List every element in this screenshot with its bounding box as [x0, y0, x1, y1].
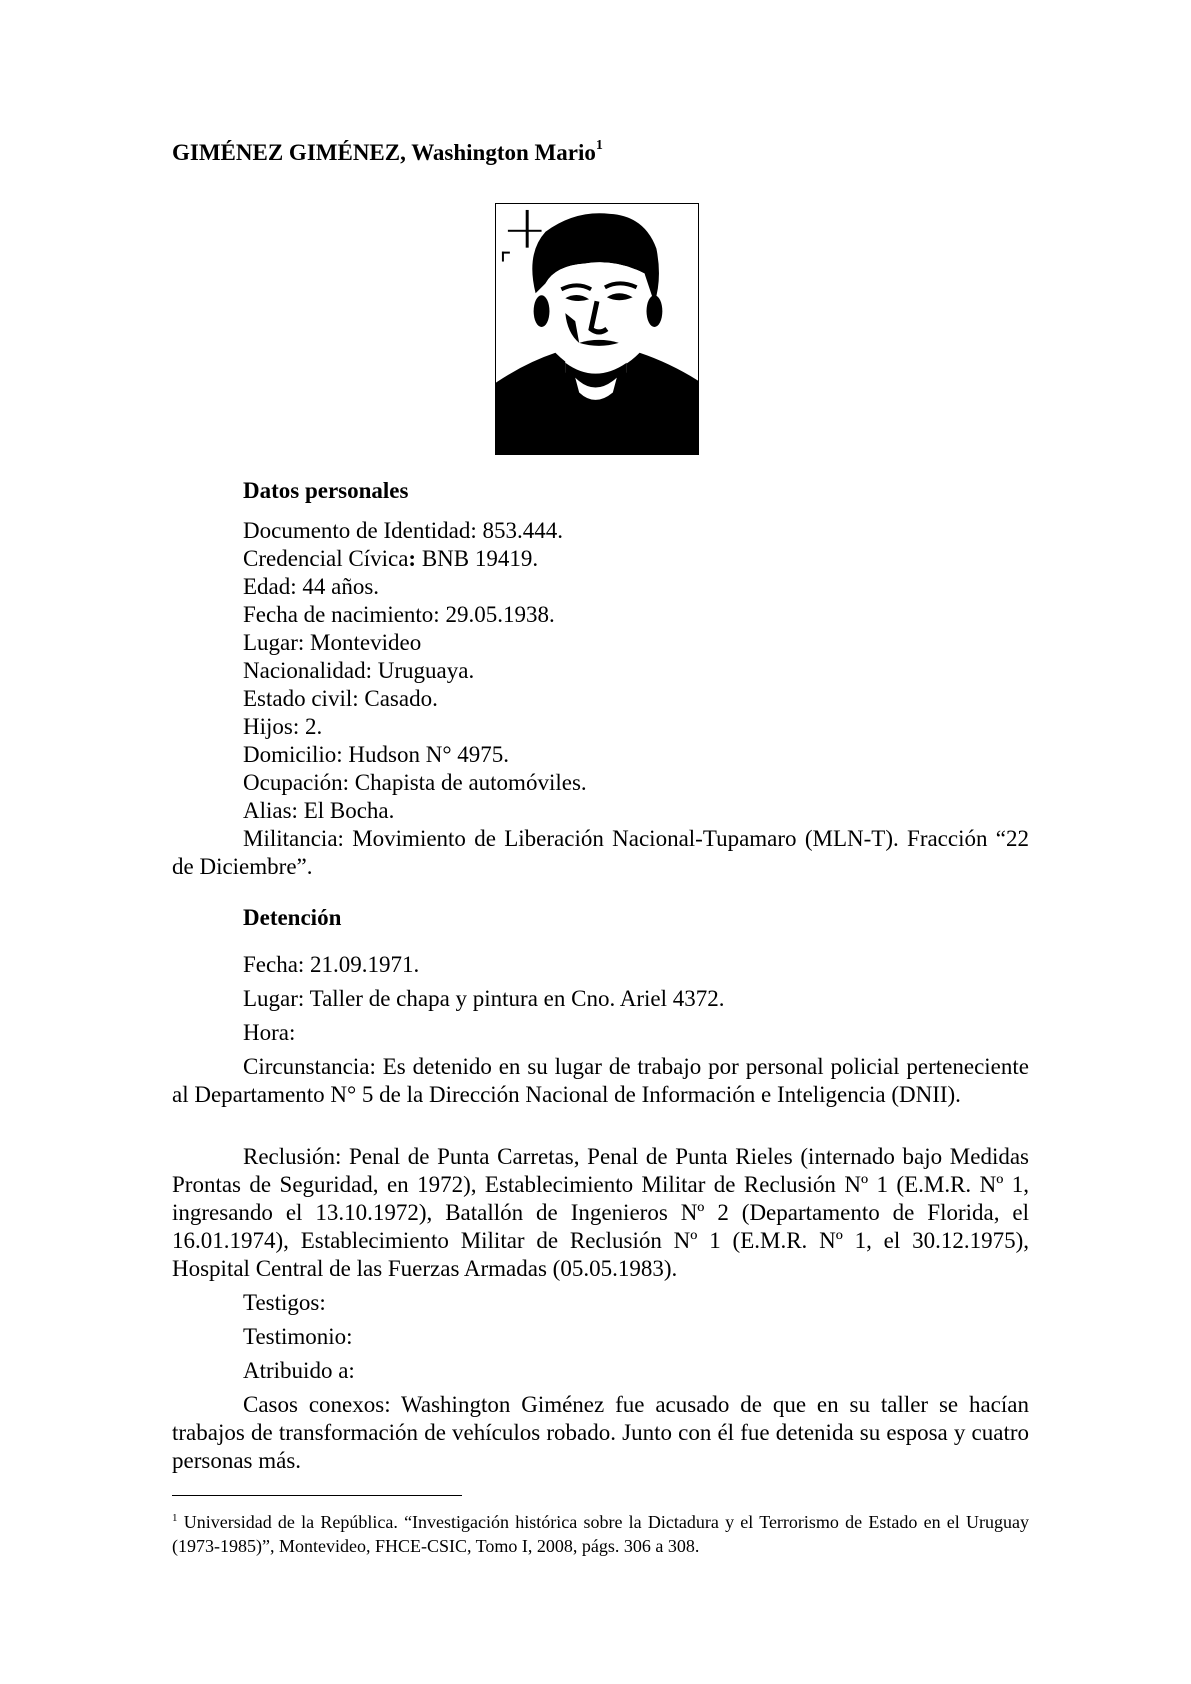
datos-estado-civil: Estado civil: Casado.	[243, 686, 438, 711]
datos-edad: Edad: 44 años.	[243, 574, 380, 599]
datos-documento: Documento de Identidad: 853.444.	[243, 518, 564, 543]
datos-ocupacion: Ocupación: Chapista de automóviles.	[243, 770, 587, 795]
detencion-testigos: Testigos:	[243, 1290, 326, 1315]
credencial-label: Credencial Cívica	[243, 546, 409, 571]
datos-heading: Datos personales	[243, 478, 409, 503]
footnote-ref: 1	[595, 138, 603, 154]
portrait-photo	[495, 203, 699, 455]
datos-militancia: Militancia: Movimiento de Liberación Nacional-Tupamaro (MLN-T). Fracción “22 de Diciembre”.	[172, 826, 1029, 879]
detencion-lugar: Lugar: Taller de chapa y pintura en Cno. Ariel 4372.	[243, 986, 725, 1011]
footnote-number: 1	[172, 1512, 178, 1524]
footnote	[172, 1506, 1029, 1558]
footnote-divider	[172, 1495, 462, 1496]
datos-nacionalidad: Nacionalidad: Uruguaya.	[243, 658, 475, 683]
detencion-testimonio: Testimonio:	[243, 1324, 353, 1349]
detencion-circunstancia: Circunstancia: Es detenido en su lugar de trabajo por personal policial perteneciente al Departamento N° 5 de la Dirección Nacional de Información e Inteligencia (DNII).	[172, 1054, 1029, 1107]
detencion-casos-conexos: Casos conexos: Washington Giménez fue acusado de que en su taller se hacían trabajos de transformación de vehículos robado. Junto con él fue detenida su esposa y cuatro personas más.	[172, 1392, 1029, 1473]
footnote-text: Universidad de la República. “Investigación histórica sobre la Dictadura y el Terrorismo de Estado en el Uruguay (1973-1985)”, Montevideo, FHCE-CSIC, Tomo I, 2008, págs. 306 a 308.	[172, 1512, 1029, 1556]
credencial-value: BNB 19419.	[416, 546, 539, 571]
page-title	[172, 140, 603, 166]
datos-domicilio: Domicilio: Hudson N° 4975.	[243, 742, 510, 767]
datos-hijos: Hijos: 2.	[243, 714, 323, 739]
datos-fecha-nacimiento: Fecha de nacimiento: 29.05.1938.	[243, 602, 555, 627]
detencion-fecha: Fecha: 21.09.1971.	[243, 952, 420, 977]
datos-credencial	[243, 545, 538, 573]
detencion-hora: Hora:	[243, 1020, 296, 1045]
datos-alias: Alias: El Bocha.	[243, 798, 395, 823]
detencion-heading: Detención	[243, 905, 342, 930]
credencial-colon: :	[408, 546, 417, 571]
person-name: GIMÉNEZ GIMÉNEZ, Washington Mario	[172, 140, 596, 165]
detencion-reclusion: Reclusión: Penal de Punta Carretas, Penal de Punta Rieles (internado bajo Medidas Prontas de Seguridad, en 1972), Establecimiento Militar de Reclusión Nº 1 (E.M.R. Nº 1, ingresando el 13.10.1972), Batallón de Ingenieros Nº 2 (Departamento de Florida, el 16.01.1974), Establecimiento Militar de Reclusión Nº 1 (E.M.R. Nº 1, el 30.12.1975), Hospital Central de las Fuerzas Armadas (05.05.1983).	[172, 1144, 1029, 1281]
detencion-atribuido: Atribuido a:	[243, 1358, 355, 1383]
datos-lugar: Lugar: Montevideo	[243, 630, 422, 655]
